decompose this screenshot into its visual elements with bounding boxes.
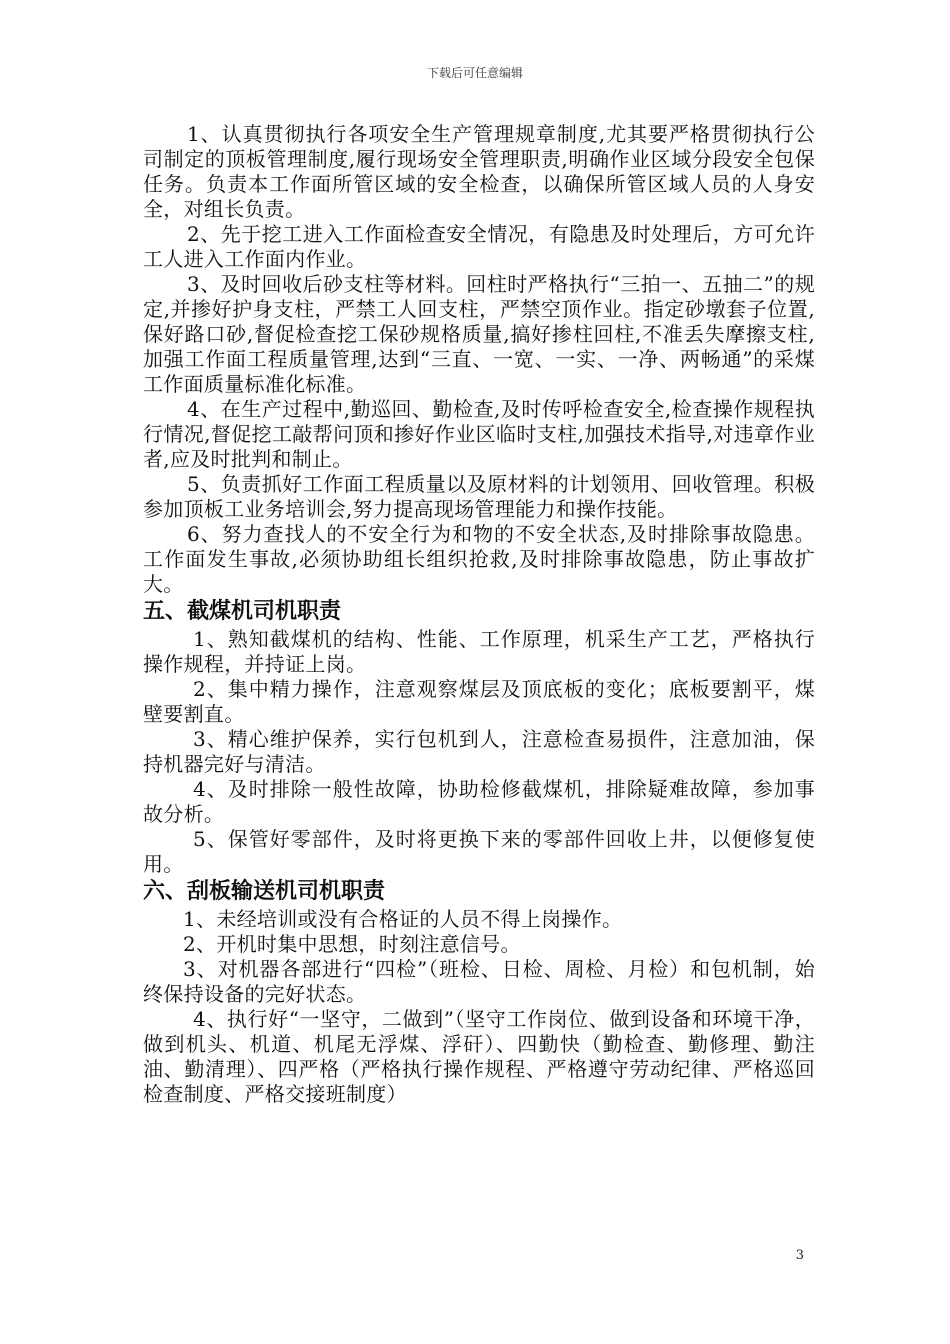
paragraph-6: 6、努力查找人的不安全行为和物的不安全状态,及时排除事故隐患。工作面发生事故,必须协助组长组织抢救,及时排除事故隐患，防止事故扩大。 [143, 522, 815, 596]
section-5-list [143, 627, 815, 877]
list-item: 4、执行好“一坚守，二做到”（坚守工作岗位、做到设备和环境干净，做到机头、机道、机尾无浮煤、浮矸）、四勤快（勤检查、勤修理、勤注油、勤清理）、四严格（严格执行操作规程、严格遵守劳动纪律、严格巡回检查制度、严格交接班制度） [143, 1007, 815, 1106]
list-item: 2、集中精力操作，注意观察煤层及顶底板的变化；底板要割平，煤壁要割直。 [143, 677, 815, 726]
paragraph-4: 4、在生产过程中,勤巡回、勤检查,及时传呼检查安全,检查操作规程执行情况,督促挖工敲帮问顶和掺好作业区临时支柱,加强技术指导,对违章作业者,应及时批判和制止。 [143, 397, 815, 471]
list-item: 4、及时排除一般性故障，协助检修截煤机，排除疑难故障，参加事故分析。 [143, 777, 815, 826]
list-item: 5、保管好零部件，及时将更换下来的零部件回收上井，以便修复使用。 [143, 827, 815, 876]
paragraph-5: 5、负责抓好工作面工程质量以及原材料的计划领用、回收管理。积极参加顶板工业务培训会,努力提高现场管理能力和操作技能。 [143, 472, 815, 521]
paragraph-1: 1、认真贯彻执行各项安全生产管理规章制度,尤其要严格贯彻执行公司制定的顶板管理制度,履行现场安全管理职责,明确作业区域分段安全包保任务。负责本工作面所管区域的安全检查，以确保所管区域人员的人身安全，对组长负责。 [143, 122, 815, 221]
list-item: 3、精心维护保养，实行包机到人，注意检查易损件，注意加油，保持机器完好与清洁。 [143, 727, 815, 776]
list-item: 2、开机时集中思想，时刻注意信号。 [183, 932, 521, 956]
section-6-heading: 六、刮板输送机司机职责 [143, 879, 386, 904]
list-item: 1、熟知截煤机的结构、性能、工作原理，机采生产工艺，严格执行操作规程，并持证上岗。 [143, 627, 815, 676]
page-header: 下载后可任意编辑 [426, 66, 523, 80]
document-body [143, 122, 815, 1107]
page-number: 3 [795, 1248, 804, 1263]
list-item: 3、对机器各部进行“四检”（班检、日检、周检、月检）和包机制，始终保持设备的完好状态。 [143, 957, 815, 1006]
section-6-list [143, 907, 815, 1107]
paragraph-2: 2、先于挖工进入工作面检查安全情况，有隐患及时处理后，方可允许工人进入工作面内作业。 [143, 222, 815, 271]
section-5-heading: 五、截煤机司机职责 [143, 599, 342, 624]
paragraph-3: 3、及时回收后砂支柱等材料。回柱时严格执行“三拍一、五抽二”的规定,并掺好护身支柱，严禁工人回支柱，严禁空顶作业。指定砂墩套子位置,保好路口砂,督促检查挖工保砂规格质量,搞好掺柱回柱,不准丢失摩擦支柱,加强工作面工程质量管理,达到“三直、一宽、一实、一净、两畅通”的采煤工作面质量标准化标准。 [143, 272, 815, 396]
list-item: 1、未经培训或没有合格证的人员不得上岗操作。 [183, 907, 623, 931]
section-4-responsibilities [143, 122, 815, 597]
